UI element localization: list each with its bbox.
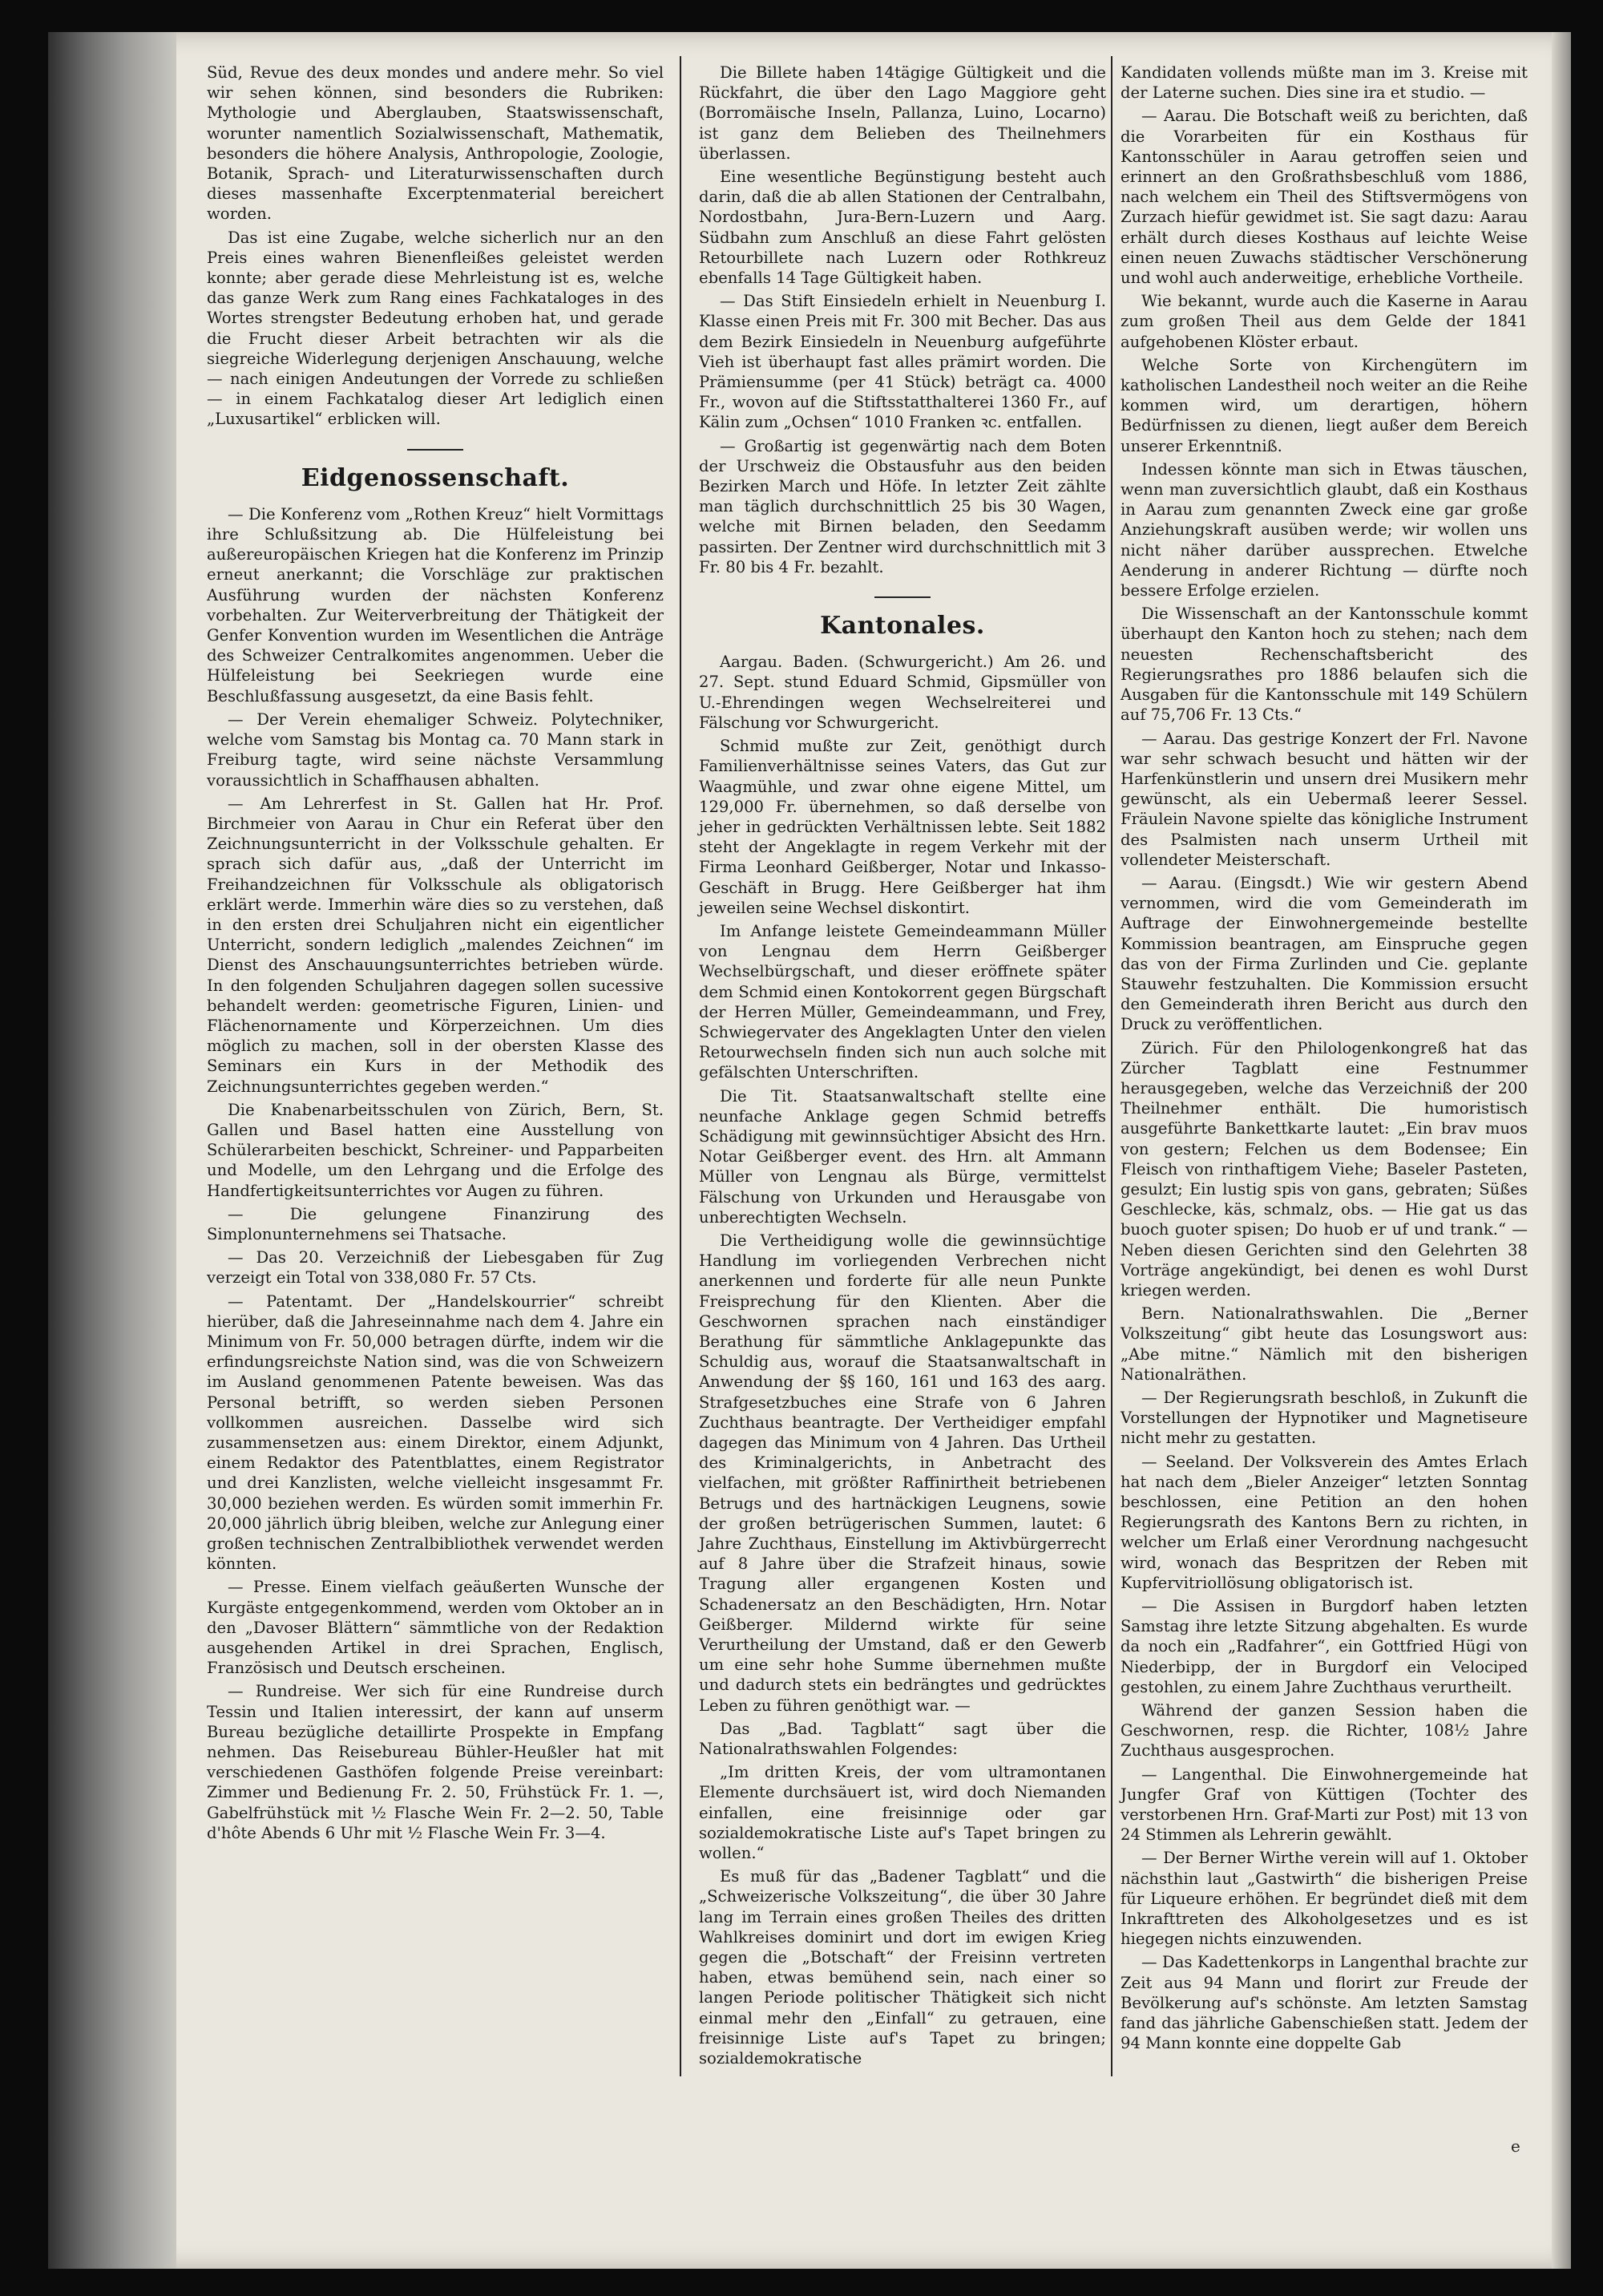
news-item: — Der Verein ehemaliger Schweiz. Polytechniker, welche vom Samstag bis Montag ca. 70 Mann stark in Freiburg tagte, wird seine nächste Versammlung voraussichtlich in Schaffhausen abhalten.: [207, 709, 664, 790]
news-item: — Patentamt. Der „Handelskourrier“ schreibt hierüber, daß die Jahreseinnahme nach dem 4. Jahre ein Minimum von Fr. 50,000 betragen dürfte, indem wir die erfindungsreichste Nation sind, was die von Schweizern im Ausland genommenen Patente beweisen. Was das Personal betrifft, so werden sieben Personen vollkommen ausreichen. Dasselbe wird sich zusammensetzen aus: einem Direktor, einem Adjunkt, einem Redaktor des Patentblattes, einem Registrator und drei Kanzlisten, welche vielleicht insgesammt Fr. 30,000 beziehen werden. Es würden somit immerhin Fr. 20,000 jährlich übrig bleiben, welche zur Anlegung einer großen technischen Zentralbibliothek verwendet werden könnten.: [207, 1292, 664, 1574]
section-title-kantonales: Kantonales.: [820, 612, 985, 641]
news-item: Schmid mußte zur Zeit, genöthigt durch Familienverhältnisse seines Vaters, das Gut zur Waagmühle, und zwar ohne eigene Mittel, um 129,000 Fr. übernehmen, so daß derselbe von jeher in gedrückten Verhältnissen lebte. Seit 1882 steht der Angeklagte in regem Verkehr mit der Firma Leonhard Geißberger, Notar und Inkasso-Geschäft in Brugg. Here Geißberger hat ihm jeweilen seine Wechsel diskontirt.: [699, 737, 1106, 917]
news-item: Die Tit. Staatsanwaltschaft stellte eine neunfache Anklage gegen Schmid betreffs Schädigung mit gewinnsüchtiger Absicht des Hrn. Notar Geißberger event. des Hrn. alt Ammann Müller von Lengnau als Bürge, vermittelst Fälschung von Urkunden und Herausgabe von unberechtigten Wechseln.: [699, 1086, 1106, 1227]
column-3: [1120, 63, 1528, 2057]
news-item: Es muß für das „Badener Tagblatt“ und die „Schweizerische Volkszeitung“, die über 30 Jahre lang im Terrain eines großen Theiles des dritten Wahlkreises dominirt und dort im ewigen Krieg gegen die „Botschaft“ der Freisinn vertreten haben, etwas bemühend sein, nach einer so langen Periode politischer Thätigkeit sich nicht einmal mehr den „Einfall“ zu getrauen, eine freisinnige Liste auf's Tapet zu bringen; sozialdemokratische: [699, 1867, 1106, 2068]
news-item: — Seeland. Der Volksverein des Amtes Erlach hat nach dem „Bieler Anzeiger“ letzten Sonntag beschlossen, eine Petition an den hohen Regierungsrath des Kantons Bern zu richten, in welcher um Erlaß einer Verordnung nachgesucht wird, wonach das Bespritzen der Reben mit Kupfervitriollösung obligatorisch ist.: [1120, 1452, 1528, 1592]
news-item: — Aarau. (Eingsdt.) Wie wir gestern Abend vernommen, wird die vom Gemeinderath im Auftrage der Einwohnergemeinde bestellte Kommission beantragen, am Einspruche gegen das von der Firma Zurlinden und Cie. geplante Stauwehr festzuhalten. Die Kommission ersucht den Gemeinderath ihren Bericht aus durch den Druck zu veröffentlichen.: [1120, 873, 1528, 1034]
news-item: — Langenthal. Die Einwohnergemeinde hat Jungfer Graf von Küttigen (Tochter des verstorbenen Hrn. Graf-Marti zur Post) mit 13 von 24 Stimmen als Lehrerin gewählt.: [1120, 1764, 1528, 1845]
news-item: Kandidaten vollends müßte man im 3. Kreise mit der Laterne suchen. Dies sine ira et studio. —: [1120, 63, 1528, 103]
page-edge: [1552, 32, 1571, 2269]
news-item: — Das 20. Verzeichniß der Liebesgaben für Zug verzeigt ein Total von 338,080 Fr. 57 Cts.: [207, 1248, 664, 1287]
news-item: — Aarau. Das gestrige Konzert der Frl. Navone war sehr schwach besucht und hätten wir der Harfenkünstlerin und unsern drei Musikern mehr gewünscht, als ein Uebermaß leerer Sessel. Fräulein Navone spielte das königliche Instrument des Psalmisten nach unserm Urtheil mit vollendeter Meisterschaft.: [1120, 729, 1528, 869]
news-item: Die Wissenschaft an der Kantonsschule kommt überhaupt den Kanton hoch zu stehen; nach dem neuesten Rechenschaftsbericht des Regierungsrathes pro 1886 belaufen sich die Ausgaben für die Kantonsschule mit 149 Schülern auf 75,706 Fr. 13 Cts.“: [1120, 604, 1528, 725]
news-item: Während der ganzen Session haben die Geschwornen, resp. die Richter, 108½ Jahre Zuchthaus ausgesprochen.: [1120, 1701, 1528, 1760]
news-item: „Im dritten Kreis, der vom ultramontanen Elemente durchsäuert ist, wird doch Niemanden einfallen, eine freisinnige oder gar sozialdemokratische Liste auf's Tapet bringen zu wollen.“: [699, 1763, 1106, 1863]
news-item: Die Knabenarbeitsschulen von Zürich, Bern, St. Gallen und Basel hatten eine Ausstellung von Schülerarbeiten beschickt, Schreiner- und Papparbeiten und Modelle, um den Lehrgang und die Erfolge des Handfertigkeitsunterrichtes vor Augen zu führen.: [207, 1100, 664, 1200]
news-item: Aargau. Baden. (Schwurgericht.) Am 26. und 27. Sept. stund Eduard Schmid, Gipsmüller von U.-Ehrendingen wegen Wechselreiterei und Fälschung vor Schwurgericht.: [699, 653, 1106, 732]
section-separator: [874, 596, 931, 598]
column-2: [699, 63, 1106, 2072]
section-separator: [407, 449, 463, 451]
news-item: — Die Konferenz vom „Rothen Kreuz“ hielt Vormittags ihre Schlußsitzung ab. Die Hülfeleistung bei außereuropäischen Kriegen hat die Konferenz im Prinzip erneut anerkannt; die Vorschläge zur praktischen Ausführung wurden der nächsten Konferenz vorbehalten. Zur Weiterverbreitung der Thätigkeit der Genfer Konvention wurden im Wesentlichen die Anträge des Schweizer Centralkomites angenommen. Ueber die Hülfeleistung bei Seekriegen wurde eine Beschlußfassung ausgesetzt, da eine Basis fehlt.: [207, 504, 664, 705]
column-rule-left: [680, 56, 681, 2076]
news-item: Eine wesentliche Begünstigung besteht auch darin, daß die ab allen Stationen der Centralbahn, Nordostbahn, Jura-Bern-Luzern und Aarg. Südbahn zum Anschluß an diese Fahrt gelösten Retourbillete nach Luzern oder Rothkreuz ebenfalls 14 Tage Gültigkeit haben.: [699, 168, 1106, 288]
footer-mark: e: [1511, 2136, 1520, 2156]
news-item: — Großartig ist gegenwärtig nach dem Boten der Urschweiz die Obstausfuhr aus den beiden Bezirken March und Höfe. In letzter Zeit zählte man täglich durchschnittlich 25 bis 30 Wagen, welche mit Birnen beladen, den Seedamm passirten. Der Zentner wird durchschnittlich mit 3 Fr. 80 bis 4 Fr. bezahlt.: [699, 436, 1106, 576]
news-item: — Rundreise. Wer sich für eine Rundreise durch Tessin und Italien interessirt, der kann auf unserm Bureau bezügliche detaillirte Prospekte in Empfang nehmen. Das Reisebureau Bühler-Heußler hat mit verschiedenen Gasthöfen folgende Preise vereinbart: Zimmer und Bedienung Fr. 2. 50, Frühstück Fr. 1. —, Gabelfrühstück mit ½ Flasche Wein Fr. 2—2. 50, Table d'hôte Abends 6 Uhr mit ½ Flasche Wein Fr. 3—4.: [207, 1682, 664, 1842]
section-title-eidgenossenschaft: Eidgenossenschaft.: [301, 463, 570, 492]
news-item: Im Anfange leistete Gemeindeammann Müller von Lengnau dem Herrn Geißberger Wechselbürgschaft, und dieser eröffnete später dem Schmid einen Kontokorrent gegen Bürgschaft der Herren Müller, Gemeindeammann, und Frey, Schwiegervater des Angeklagten Unter den vielen Retourwechseln finden sich nun auch solche mit gefälschten Unterschriften.: [699, 921, 1106, 1082]
book-binding: [48, 32, 176, 2269]
news-item: — Am Lehrerfest in St. Gallen hat Hr. Prof. Birchmeier von Aarau in Chur ein Referat über den Zeichnungsunterricht in der Volksschule gehalten. Er sprach sich dafür aus, „daß der Unterricht im Freihandzeichnen für Volksschule als obligatorisch erklärt werde. Immerhin wäre dies so zu verstehen, daß in den ersten drei Schuljahren nicht ein eigentlicher Unterricht, sondern lediglich „malendes Zeichnen“ im Dienst des Anschauungsunterrichtes betrieben würde. In den folgenden Schuljahren dagegen sollen sucessive behandelt werden: geometrische Figuren, Linien- und Flächenornamente und Körperzeichnen. Um dies möglich zu machen, soll in der obersten Klasse des Seminars ein Kurs in der Methodik des Zeichnungsunterrichtes gegeben werden.“: [207, 794, 664, 1096]
column-rule-right: [1111, 56, 1112, 2076]
intro-paragraph: Das ist eine Zugabe, welche sicherlich nur an den Preis eines wahren Bienenfleißes geleistet werden konnte; aber gerade diese Mehrleistung ist es, welche das ganze Werk zum Rang eines Fachkataloges in des Wortes strengster Bedeutung erhoben hat, und gerade die Frucht dieser Arbeit betrachten wir als die siegreiche Widerlegung derjenigen Anschauung, welche — nach einigen Andeutungen der Vorrede zu schließen — in einem Fachkatalog dieser Art lediglich einen „Luxusartikel“ erblicken will.: [207, 228, 664, 429]
news-item: — Das Kadettenkorps in Langenthal brachte zur Zeit aus 94 Mann und florirt zur Freude der Bevölkerung auf's schönste. Am letzten Samstag fand das jährliche Gabenschießen statt. Jedem der 94 Mann konnte eine doppelte Gab: [1120, 1953, 1528, 2053]
intro-paragraph: Süd, Revue des deux mondes und andere mehr. So viel wir sehen können, sind besonders die Rubriken: Mythologie und Aberglauben, Staatswissenschaft, worunter namentlich Sozialwissenschaft, Mathematik, besonders die höhere Analysis, Anthropologie, Zoologie, Botanik, Sprach- und Literaturwissenschaften durch dieses massenhafte Excerptenmaterial bereichert worden.: [207, 63, 664, 224]
news-item: Zürich. Für den Philologenkongreß hat das Zürcher Tagblatt eine Festnummer herausgegeben, welche das Verzeichniß der 200 Theilnehmer enthält. Die humoristisch ausgeführte Bankettkarte lautet: „Ein brav muos von gestern; Felchen us dem Bodensee; Ein Fleisch von rinthaftigem Viehe; Baseler Pasteten, gesulzt; Ein lustig spis von gans, gebraten; Süßes Geschlecke, käs, schmalz, obs. — Hie gat us das buoch guoter spisen; Do huob er uf und trank.“ — Neben diesen Gerichten sind den Gelehrten 38 Vorträge angekündigt, bei denen es wohl Durst kriegen werden.: [1120, 1038, 1528, 1300]
news-item: Das „Bad. Tagblatt“ sagt über die Nationalrathswahlen Folgendes:: [699, 1719, 1106, 1759]
column-1: [207, 63, 664, 1846]
news-item: Die Vertheidigung wolle die gewinnsüchtige Handlung im vorliegenden Verbrechen nicht anerkennen und forderte für alle neun Punkte Freisprechung für den Klienten. Aber die Geschwornen sprachen nach einständiger Berathung für sämmtliche Anklagepunkte das Schuldig aus, worauf die Staatsanwaltschaft in Anwendung der §§ 160, 161 und 163 des aarg. Strafgesetzbuches eine Strafe von 6 Jahren Zuchthaus beantragte. Der Vertheidiger empfahl dagegen das Minimum von 4 Jahren. Das Urtheil des Kriminalgerichts, in Anbetracht des vielfachen, mit größter Raffinirtheit betriebenen Betrugs und des hartnäckigen Leugnens, sowie der großen betrügerischen Summen, lautet: 6 Jahre Zuchthaus, Einstellung im Aktivbürgerrecht auf 8 Jahre über die Strafzeit hinaus, sowie Tragung aller ergangenen Kosten und Schadenersatz an den Beschädigten, Hrn. Notar Geißberger. Mildernd wirkte für seine Verurtheilung der Umstand, daß er den Gewerb um eine sehr hohe Summe übernehmen mußte und dadurch stets ein bedrängtes und gedrücktes Leben zu führen genöthigt war. —: [699, 1231, 1106, 1715]
news-item: Wie bekannt, wurde auch die Kaserne in Aarau zum großen Theil aus dem Gelde der 1841 aufgehobenen Klöster erbaut.: [1120, 292, 1528, 351]
news-item: — Der Regierungsrath beschloß, in Zukunft die Vorstellungen der Hypnotiker und Magnetiseure nicht mehr zu gestatten.: [1120, 1389, 1528, 1448]
news-item: — Die Assisen in Burgdorf haben letzten Samstag ihre letzte Sitzung abgehalten. Es wurde da noch ein „Radfahrer“, ein Gottfried Hügi von Niederbipp, der in Burgdorf ein Velociped gestohlen, zu einem Jahre Zuchthaus verurtheilt.: [1120, 1597, 1528, 1696]
news-item: — Presse. Einem vielfach geäußerten Wunsche der Kurgäste entgegenkommend, werden vom Oktober an in den „Davoser Blättern“ sämmtliche von der Redaktion ausgehenden Artikel in drei Sprachen, Englisch, Französisch und Deutsch erscheinen.: [207, 1578, 664, 1678]
news-item: Die Billete haben 14tägige Gültigkeit und die Rückfahrt, die über den Lago Maggiore geht (Borromäische Inseln, Pallanza, Luino, Locarno) ist ganz dem Belieben des Theilnehmers überlassen.: [699, 63, 1106, 163]
news-item: Bern. Nationalrathswahlen. Die „Berner Volkszeitung“ gibt heute das Losungswort aus: „Abe mitne.“ Nämlich mit den bisherigen Nationalräthen.: [1120, 1304, 1528, 1384]
news-item: — Aarau. Die Botschaft weiß zu berichten, daß die Vorarbeiten für ein Kosthaus für Kantonsschüler in Aarau getroffen seien und erinnert an den Großrathsbeschluß vom 1886, nach welchem ein Theil des Stiftsvermögens von Zurzach hiefür gewidmet ist. Sie sagt dazu: Aarau erhält durch dieses Kosthaus auf leichte Weise einen neuen Zuwachs städtischer Verschönerung und wohl auch anderweitige, erhebliche Vortheile.: [1120, 107, 1528, 288]
news-item: — Der Berner Wirthe verein will auf 1. Oktober nächsthin laut „Gastwirth“ die bisherigen Preise für Liqueure erhöhen. Er begründet dieß mit dem Inkrafttreten des Alkoholgesetzes und es ist hiegegen nichts einzuwenden.: [1120, 1849, 1528, 1949]
news-item: Welche Sorte von Kirchengütern im katholischen Landestheil noch weiter an die Reihe kommen wird, um derartigen, höhern Bedürfnissen zu dienen, liegt außer dem Bereich unserer Erkenntniß.: [1120, 355, 1528, 455]
news-item: — Die gelungene Finanzirung des Simplonunternehmens sei Thatsache.: [207, 1204, 664, 1243]
news-item: — Das Stift Einsiedeln erhielt in Neuenburg I. Klasse einen Preis mit Fr. 300 mit Becher. Das aus dem Bezirk Einsiedeln in Neuenburg aufgeführte Vieh ist überhaupt fast alles prämirt worden. Die Prämiensumme (per 41 Stück) beträgt ca. 4000 Fr., wovon auf die Stiftsstatthalterei 1360 Fr., auf Kälin zum „Ochsen“ 1010 Franken ꝛc. entfallen.: [699, 292, 1106, 432]
news-item: Indessen könnte man sich in Etwas täuschen, wenn man zuversichtlich glaubt, daß ein Kosthaus in Aarau zum genannten Zweck eine gar große Anziehungskraft ausüben werde; wir wollen uns nicht näher darüber aussprechen. Etwelche Aenderung in anderer Richtung — dürfte noch bessere Erfolge erzielen.: [1120, 459, 1528, 600]
